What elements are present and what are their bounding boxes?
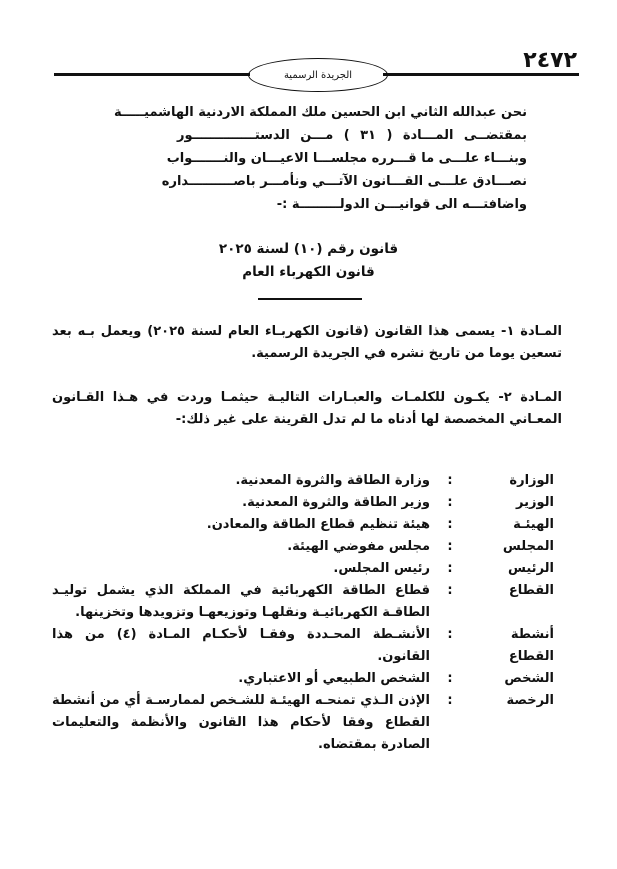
definition-text: وزارة الطاقة والثروة المعدنية. (235, 473, 430, 488)
definition-colon: : (447, 495, 453, 510)
definition-colon: : (447, 473, 453, 488)
law-name: قانون الكهرباء العام (242, 264, 375, 280)
definition-text: قطاع الطاقة الكهربائية في المملكة الذي يشمل توليـد الطاقـة الكهربائيـة ونقلهـا وتوزيعهـا وتزويدها وتخزينها. (52, 583, 430, 620)
definition-colon: : (447, 561, 453, 576)
preamble-line: وبنـــاء علـــى ما قـــرره مجلســـا الاعيـــان والنـــــــواب (166, 151, 527, 166)
definition-row (52, 514, 562, 536)
definition-text: الشخص الطبيعي أو الاعتباري. (238, 671, 430, 686)
definition-text: وزير الطاقة والثروة المعدنية. (242, 495, 430, 510)
header-rule-left (54, 73, 250, 76)
definitions-list (52, 470, 562, 756)
preamble-line: نحن عبدالله الثاني ابن الحسين ملك المملكة الاردنية الهاشميـــــة (114, 105, 527, 120)
preamble-line: بمقتضــى المـــادة ( ٣١ ) مـــن الدستــــــــــــــور (177, 128, 527, 143)
definition-term: الهيئـة (513, 517, 554, 532)
definition-row (52, 624, 562, 668)
definition-text: الإذن الـذي تمنحـه الهيئـة للشـخص لممارسـة أي من أنشطة القطاع وفقا لأحكام هذا القانون والأنظمة والتعليمات الصادرة بمقتضاه. (52, 693, 430, 752)
law-number: قانون رقم (١٠) لسنة ٢٠٢٥ (218, 241, 399, 257)
definition-term: الشخص (504, 671, 554, 686)
definition-colon: : (447, 583, 453, 598)
preamble-line: واضافتـــه الى قوانيـــن الدولـــــــــة :- (276, 197, 527, 212)
definition-row (52, 492, 562, 514)
definition-row (52, 470, 562, 492)
preamble-line: نصـــادق علـــى القـــانون الآتـــي ونأمـــر باصــــــــــداره (161, 174, 527, 189)
definition-text: رئيس المجلس. (333, 561, 430, 576)
definition-term: الرئيس (508, 561, 554, 576)
definition-term: الرخصة (506, 693, 554, 708)
definition-row (52, 536, 562, 558)
page-number: ٢٤٧٢ (523, 48, 577, 73)
definition-row (52, 558, 562, 580)
definition-colon: : (447, 539, 453, 554)
definition-term: القطاع (508, 583, 554, 598)
header-rule-right (383, 73, 579, 76)
definition-row (52, 668, 562, 690)
definition-row (52, 580, 562, 624)
preamble (114, 101, 527, 216)
article-1: المـادة ١- يسمى هذا القانون (قانون الكهربـاء العام لسنة ٢٠٢٥) ويعمل بـه بعد تسعين يوما من تاريخ نشره في الجريدة الرسمية. (52, 324, 563, 361)
definition-text: الأنشـطة المحـددة وفقـا لأحكـام المـادة (٤) من هذا القانون. (52, 627, 430, 664)
definition-colon: : (447, 627, 453, 642)
title-rule (258, 298, 362, 300)
definition-term: الوزير (516, 495, 554, 510)
gazette-label: الجريدة الرسمية (248, 58, 388, 92)
definition-text: مجلس مفوضي الهيئة. (287, 539, 430, 554)
definition-colon: : (447, 517, 453, 532)
definition-term: أنشطة القطاع (508, 627, 554, 664)
definition-text: هيئة تنظيم قطاع الطاقة والمعادن. (206, 517, 430, 532)
definition-term: الوزارة (509, 473, 554, 488)
article-2: المـادة ٢- يكـون للكلمـات والعبـارات التاليـة حيثمـا وردت في هـذا القـانون المعـاني المخصصة لها أدناه ما لم تدل القرينة على غير ذلك:- (52, 390, 563, 427)
definition-colon: : (447, 671, 453, 686)
definition-colon: : (447, 693, 453, 708)
definition-term: المجلس (502, 539, 554, 554)
definition-row (52, 690, 562, 756)
